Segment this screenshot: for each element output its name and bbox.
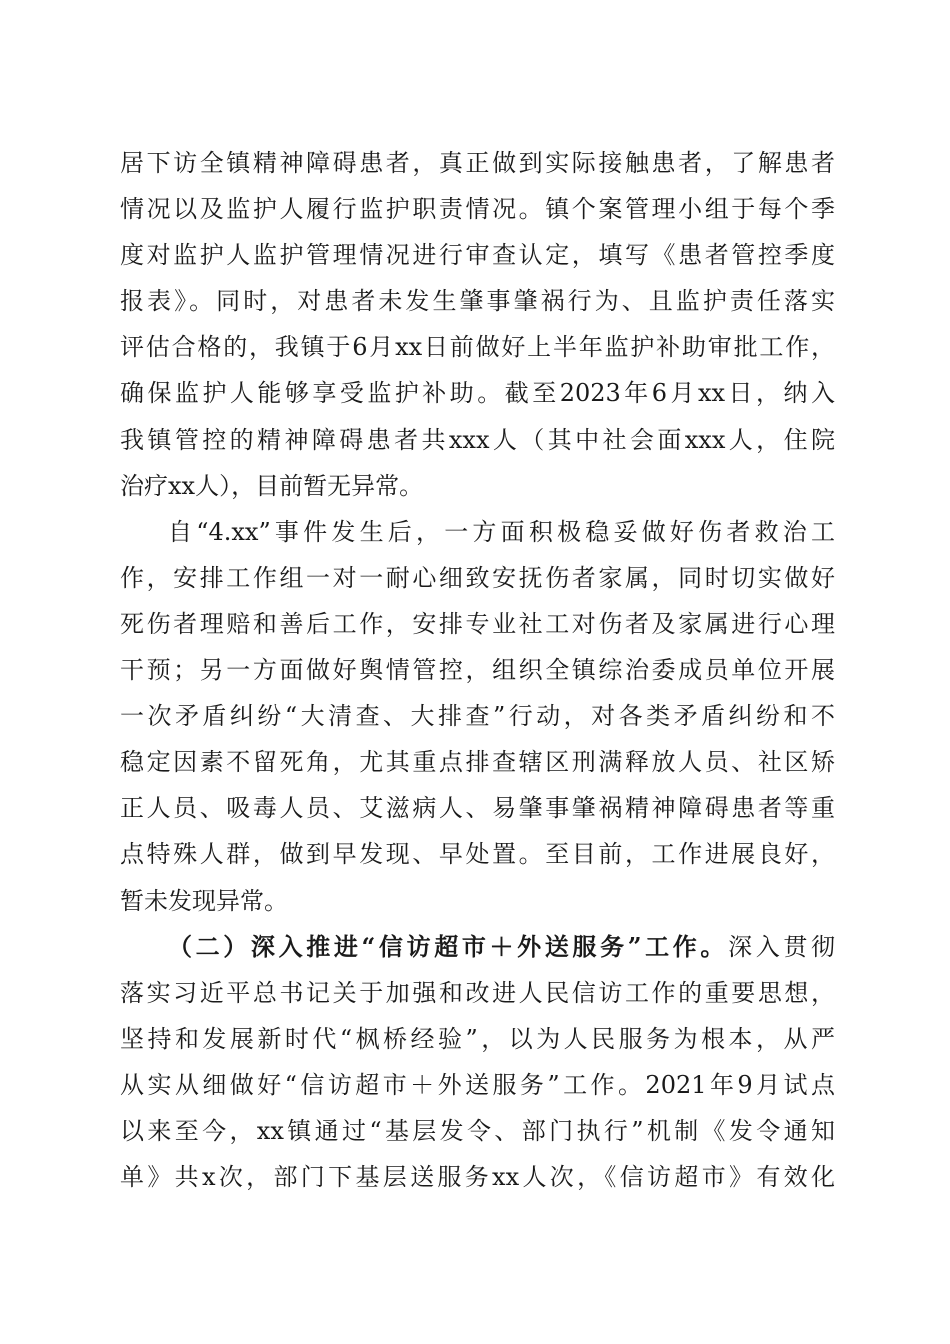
paragraph-1-line-6: 确保监护人能够享受监护补助。截至2023年6月xx日，纳入: [120, 379, 835, 408]
paragraph-2-line-5: 一次矛盾纠纷“大清查、大排查”行动，对各类矛盾纠纷和不: [120, 702, 835, 731]
paragraph-3-line-4: 从实从细做好“信访超市＋外送服务”工作。2021年9月试点: [120, 1070, 835, 1099]
paragraph-1-line-4: 报表》。同时，对患者未发生肇事肇祸行为、且监护责任落实: [120, 287, 835, 316]
paragraph-2-line-4: 干预；另一方面做好舆情管控，组织全镇综治委成员单位开展: [120, 656, 835, 685]
paragraph-1-line-1: 居下访全镇精神障碍患者，真正做到实际接触患者，了解患者: [120, 149, 835, 177]
paragraph-2-line-7: 正人员、吸毒人员、艾滋病人、易肇事肇祸精神障碍患者等重: [120, 794, 835, 823]
paragraph-2-line-2: 作，安排工作组一对一耐心细致安抚伤者家属，同时切实做好: [120, 563, 835, 592]
section-heading: （二）深入推进“信访超市＋外送服务”工作。: [168, 931, 729, 961]
paragraph-3-line-6: 单》共x次，部门下基层送服务xx人次，《信访超市》有效化: [120, 1163, 835, 1192]
paragraph-3-line-1-text: 深入贯彻: [728, 932, 835, 961]
paragraph-2-line-1: 自“4.xx”事件发生后，一方面积极稳妥做好伤者救治工: [168, 517, 835, 546]
paragraph-1-line-5: 评估合格的，我镇于6月xx日前做好上半年监护补助审批工作，: [120, 333, 835, 362]
paragraph-3-line-2: 落实习近平总书记关于加强和改进人民信访工作的重要思想，: [120, 978, 835, 1007]
paragraph-2-line-3: 死伤者理赔和善后工作，安排专业社工对伤者及家属进行心理: [120, 609, 835, 638]
paragraph-1-line-2: 情况以及监护人履行监护职责情况。镇个案管理小组于每个季: [120, 195, 835, 224]
paragraph-2-line-9: 暂未发现异常。: [120, 886, 288, 915]
paragraph-1-line-3: 度对监护人监护管理情况进行审查认定，填写《患者管控季度: [120, 241, 835, 270]
paragraph-3-line-1: [120, 924, 835, 970]
paragraph-2-line-6: 稳定因素不留死角，尤其重点排查辖区刑满释放人员、社区矫: [120, 748, 835, 777]
paragraph-1-line-7: 我镇管控的精神障碍患者共xxx人（其中社会面xxx人，住院: [120, 425, 835, 454]
paragraph-1-line-8: 治疗xx人），目前暂无异常。: [120, 471, 424, 500]
paragraph-2-line-8: 点特殊人群，做到早发现、早处置。至目前，工作进展良好，: [120, 840, 835, 869]
document-body: [120, 140, 835, 1200]
paragraph-3-line-3: 坚持和发展新时代“枫桥经验”，以为人民服务为根本，从严: [120, 1024, 835, 1053]
paragraph-3-line-5: 以来至今，xx镇通过“基层发令、部门执行”机制《发令通知: [120, 1116, 835, 1145]
